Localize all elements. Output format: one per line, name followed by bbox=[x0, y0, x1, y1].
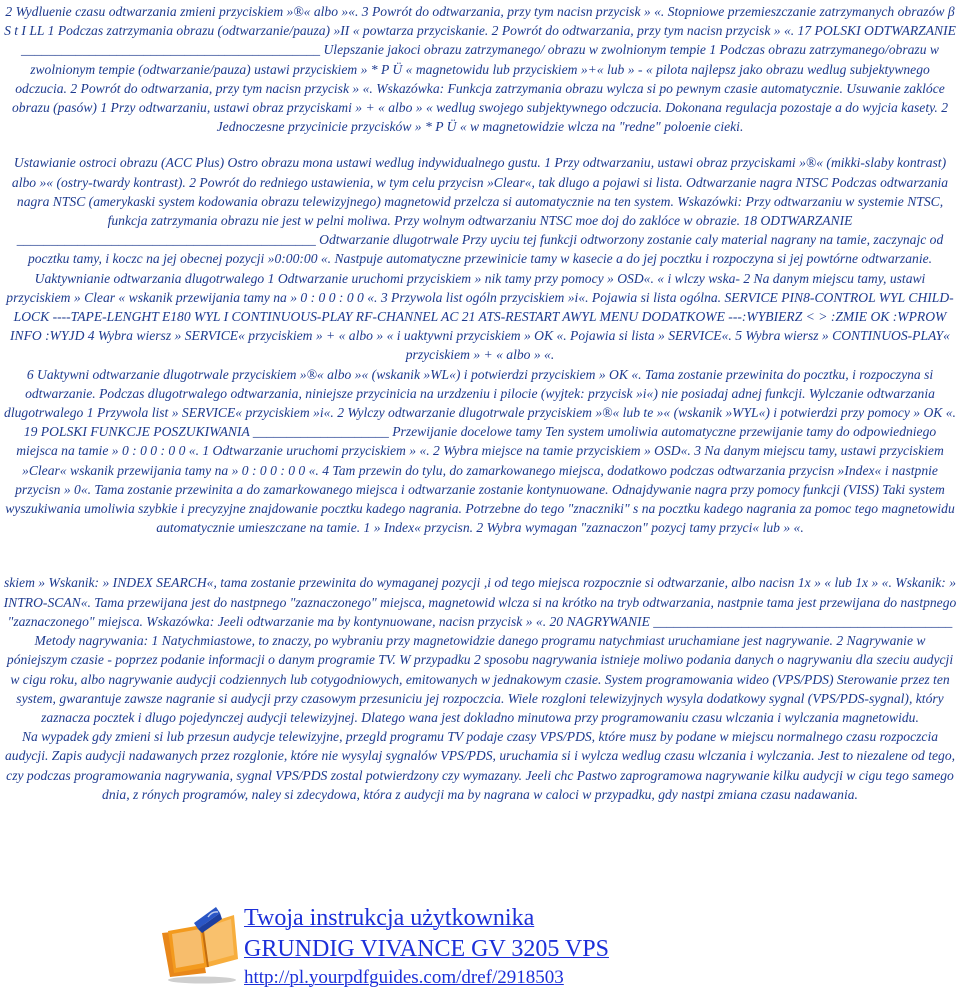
paragraph-spacer bbox=[3, 136, 957, 153]
document-body bbox=[3, 2, 957, 804]
paragraph-index-recording: skiem » Wskanik: » INDEX SEARCH«, tama zostanie przewinita do wymaganej pozycji ,i od tego miejsca rozpocznie si odtwarzanie, albo nacisn 1x » « lub 1x » «. Wskanik: » INTRO-SCAN«. Tama przewijana jest do nastpnego "zaznaczonego" miejsca, magnetowid wlcza si na krótko na tryb odtwarzania, nastpnie tama jest przewijana do nastpnego "zaznaczonego" miejsca. Wskazówka: Jeeli odtwarzanie ma by kontynuowane, nacisn przycisk » «. 20 NAGRYWANIE ____________________________________________ Metody nagrywania: 1 Natychmiastowe, to znaczy, po wybraniu przy magnetowidzie danego programu natychmiast uruchamiane jest nagrywanie. 2 Nagrywanie w póniejszym czasie - poprzez podanie informacji o danym programie TV. W przypadku 2 sposobu nagrywania istnieje moliwo podania danych o nagrywaniu dla szeciu audycji w cigu roku, albo nagrywanie audycji codziennych lub cotygodniowych, emitowanych w jednakowym czasie. System programowania wideo (VPS/PDS) Sterowanie przez ten system, gwarantuje zawsze nagranie si audycji przy czasowym przesuniciu jej rozpoczcia. Wiele rozgloni telewizyjnych wysyla dodatkowy sygnal (VPS/PDS-sygnal), który zaznacza pocztek i dlugo pojedynczej audycji telewizyjnej. Dlatego wana jest dokladno minutowa przy programowaniu czasu wlczania i wylczania magnetowidu. bbox=[3, 575, 957, 725]
guide-url-link[interactable]: http://pl.yourpdfguides.com/dref/2918503 bbox=[244, 967, 564, 988]
paragraph-vps-pds: Na wypadek gdy zmieni si lub przesun audycje telewizyjne, przegld programu TV podaje czasy VPS/PDS, które musz by podane w miejscu normalnego czasu rozpoczcia audycji. Zapis audycji nadawanych przez rozglonie, które nie wysylaj sygnalów VPS/PDS, uruchamia si i wylcza wedlug czasu wlczania i wylczania. Jest to niezalene od tego, czy podczas programowania nagrywania, sygnal VPS/PDS zostal potwierdzony czy wymazany. Jeeli chc Pastwo zaprogramowa nagrywanie kilku audycji w cigu tego samego dnia, z rónych programów, naley si zdecydowa, która z audycji ma by nagrana w caloci w przypadku, gdy nastpi zmiana czasu nadawania. bbox=[4, 729, 956, 802]
footer-guide-link bbox=[158, 903, 958, 997]
guide-title-link[interactable]: Twoja instrukcja użytkownika bbox=[244, 905, 535, 931]
manual-book-icon bbox=[158, 903, 242, 985]
paragraph-sharpness-ntsc-continuous: Ustawianie ostroci obrazu (ACC Plus) Ostro obrazu mona ustawi wedlug indywidualnego gustu. 1 Przy odtwarzaniu, ustawi obraz przyciskami »®« (mikki-slaby kontrast) albo »« (ostry-twardy kontrast). 2 Powrót do redniego ustawienia, w tym celu przycisn »Clear«, tak dlugo a pojawi si lista. Odtwarzanie nagra NTSC Podczas odtwarzania nagra NTSC (amerykaski system kodowania obrazu telewizyjnego) magnetowid przelcza si automatycznie na ten system. Wskazówki: Przy odtwarzaniu w systemie NTSC, funkcja zatrzymania obrazu nie jest w pelni moliwa. Przy wolnym odtwarzaniu NTSC moe doj do zaklóce w obrazie. 18 ODTWARZANIE ____________________________________________ Odtwarzanie dlugotrwale Przy uyciu tej funkcji odtworzony zostanie caly material nagrany na tamie, zaczynajc od pocztku tamy, i koczc na jej obecnej pozycji »0:00:00 «. Nastpuje automatyczne przewinicie tamy w kasecie a do jej pocztku i rozpoczyna si jej powtórne odtwarzanie. Uaktywnianie odtwarzania dlugotrwalego 1 Odtwarzanie uruchomi przyciskiem » nik tamy przy pomocy » OSD«. « i wlczy wska- 2 Na danym miejscu tamy, ustawi przyciskiem » Clear « wskanik przewijania tamy na » 0 : 0 0 : 0 0 «. 3 Przywola list ogóln przyciskiem »i«. Pojawia si lista ogólna. SERVICE PIN8-CONTROL WYL CHILD-LOCK ----TAPE-LENGHT E180 WYL I CONTINUOUS-PLAY RF-CHANNEL AC 21 ATS-RESTART AWYL MENU DODATKOWE ---:WYBIERZ < > :ZMIE OK :WPROW INFO :WYJD 4 Wybra wiersz » SERVICE« przyciskiem » + « albo » « i uaktywni przyciskiem » OK «. Pojawia si lista » SERVICE«. 5 Wybra wiersz » CONTINUOS-PLAY« przyciskiem » + « albo » «. bbox=[6, 155, 954, 363]
paragraph-spacer bbox=[3, 537, 957, 573]
paragraph-continuous-activate: 6 Uaktywni odtwarzanie dlugotrwale przyciskiem »®« albo »« (wskanik »WL«) i potwierdzi przyciskiem » OK «. Tama zostanie przewinita do pocztku, i rozpoczyna si odtwarzanie. Podczas dlugotrwalego odtwarzania, niniejsze przycinicia na urzdzeniu i pilocie (wyjtek: przycisk »i«) nie posiadaj adnej funkcji. Wylczanie odtwarzania dlugotrwalego 1 Przywola list » SERVICE« przyciskiem »i«. 2 Wylczy odtwarzanie dlugotrwale przyciskiem »®« lub te »« (wskanik »WYL«) i potwierdzi przy pomocy » OK «. bbox=[4, 366, 956, 421]
guide-model-link[interactable]: GRUNDIG VIVANCE GV 3205 VPS bbox=[244, 936, 609, 962]
paragraph-playback-slowmotion: 2 Wydluenie czasu odtwarzania zmieni przyciskiem »®« albo »«. 3 Powrót do odtwarzania, przy tym nacisn przycisk » «. Stopniowe przemieszczanie zatrzymanych obrazów β S t I LL 1 Podczas zatrzymania obrazu (odtwarzanie/pauza) »II « powtarza przyciskanie. 2 Powrót do odtwarzania, przy tym nacisn przycisk » «. 17 POLSKI ODTWARZANIE ____________________________________________ Ulepszanie jakoci obrazu zatrzymanego/ obrazu w zwolnionym tempie 1 Podczas obrazu zatrzymanego/obrazu w zwolnionym tempie (odtwarzanie/pauza) ustawi przyciskiem » * P Ü « magnetowidu lub przyciskiem »+« lub » - « pilota najlepsz jako obrazu wedlug subjektywnego odczucia. 2 Powrót do odtwarzania, przy tym nacisn przycisk » «. Wskazówka: Funkcja zatrzymania obrazu wylcza si po pewnym czasie automatycznie. Usuwanie zaklóce obrazu (pasów) 1 Przy odtwarzaniu, ustawi obraz przyciskami » + « albo » « wedlug swojego subjektywnego odczucia. Dokonana regulacja pozostaje a do wyjcia kasety. 2 Jednoczesne przycinicie przycisków » * P Ü « w magnetowidzie wlcza na "redne" poloenie cieki. bbox=[4, 4, 956, 135]
paragraph-search-functions: 19 POLSKI FUNKCJE POSZUKIWANIA ____________________ Przewijanie docelowe tamy Ten system umoliwia automatyczne przewijanie tamy do odpowiedniego miejsca na tamie » 0 : 0 0 : 0 0 «. 1 Odtwarzanie uruchomi przyciskiem » «. 2 Wybra miejsce na tamie przyciskiem » OSD«. 3 Na danym miejscu tamy, ustawi przyciskiem »Clear« wskanik przewijania tamy na » 0 : 0 0 : 0 0 «. 4 Tam przewin do tylu, do zamarkowanego miejsca, dodatkowo podczas odtwarzania przycisn »Index« i nastpnie przycisn » 0«. Tama zostanie przewinita a do zamarkowanego miejsca i odtwarzanie zostanie kontynuowane. Odnajdywanie nagra przy pomocy funkcji (VISS) Taki system wyszukiwania umoliwia szybkie i precyzyjne znajdowanie pocztku kadego nagrania. Potrzebne do tego "znaczniki" s na pocztku kadego nagrania za pomoc tego magnetowidu automatycznie umieszczane na tamie. 1 » Index« przycisn. 2 Wybra wymagan "zaznaczon" pozycj tamy przyci« lub » «. bbox=[5, 424, 955, 536]
